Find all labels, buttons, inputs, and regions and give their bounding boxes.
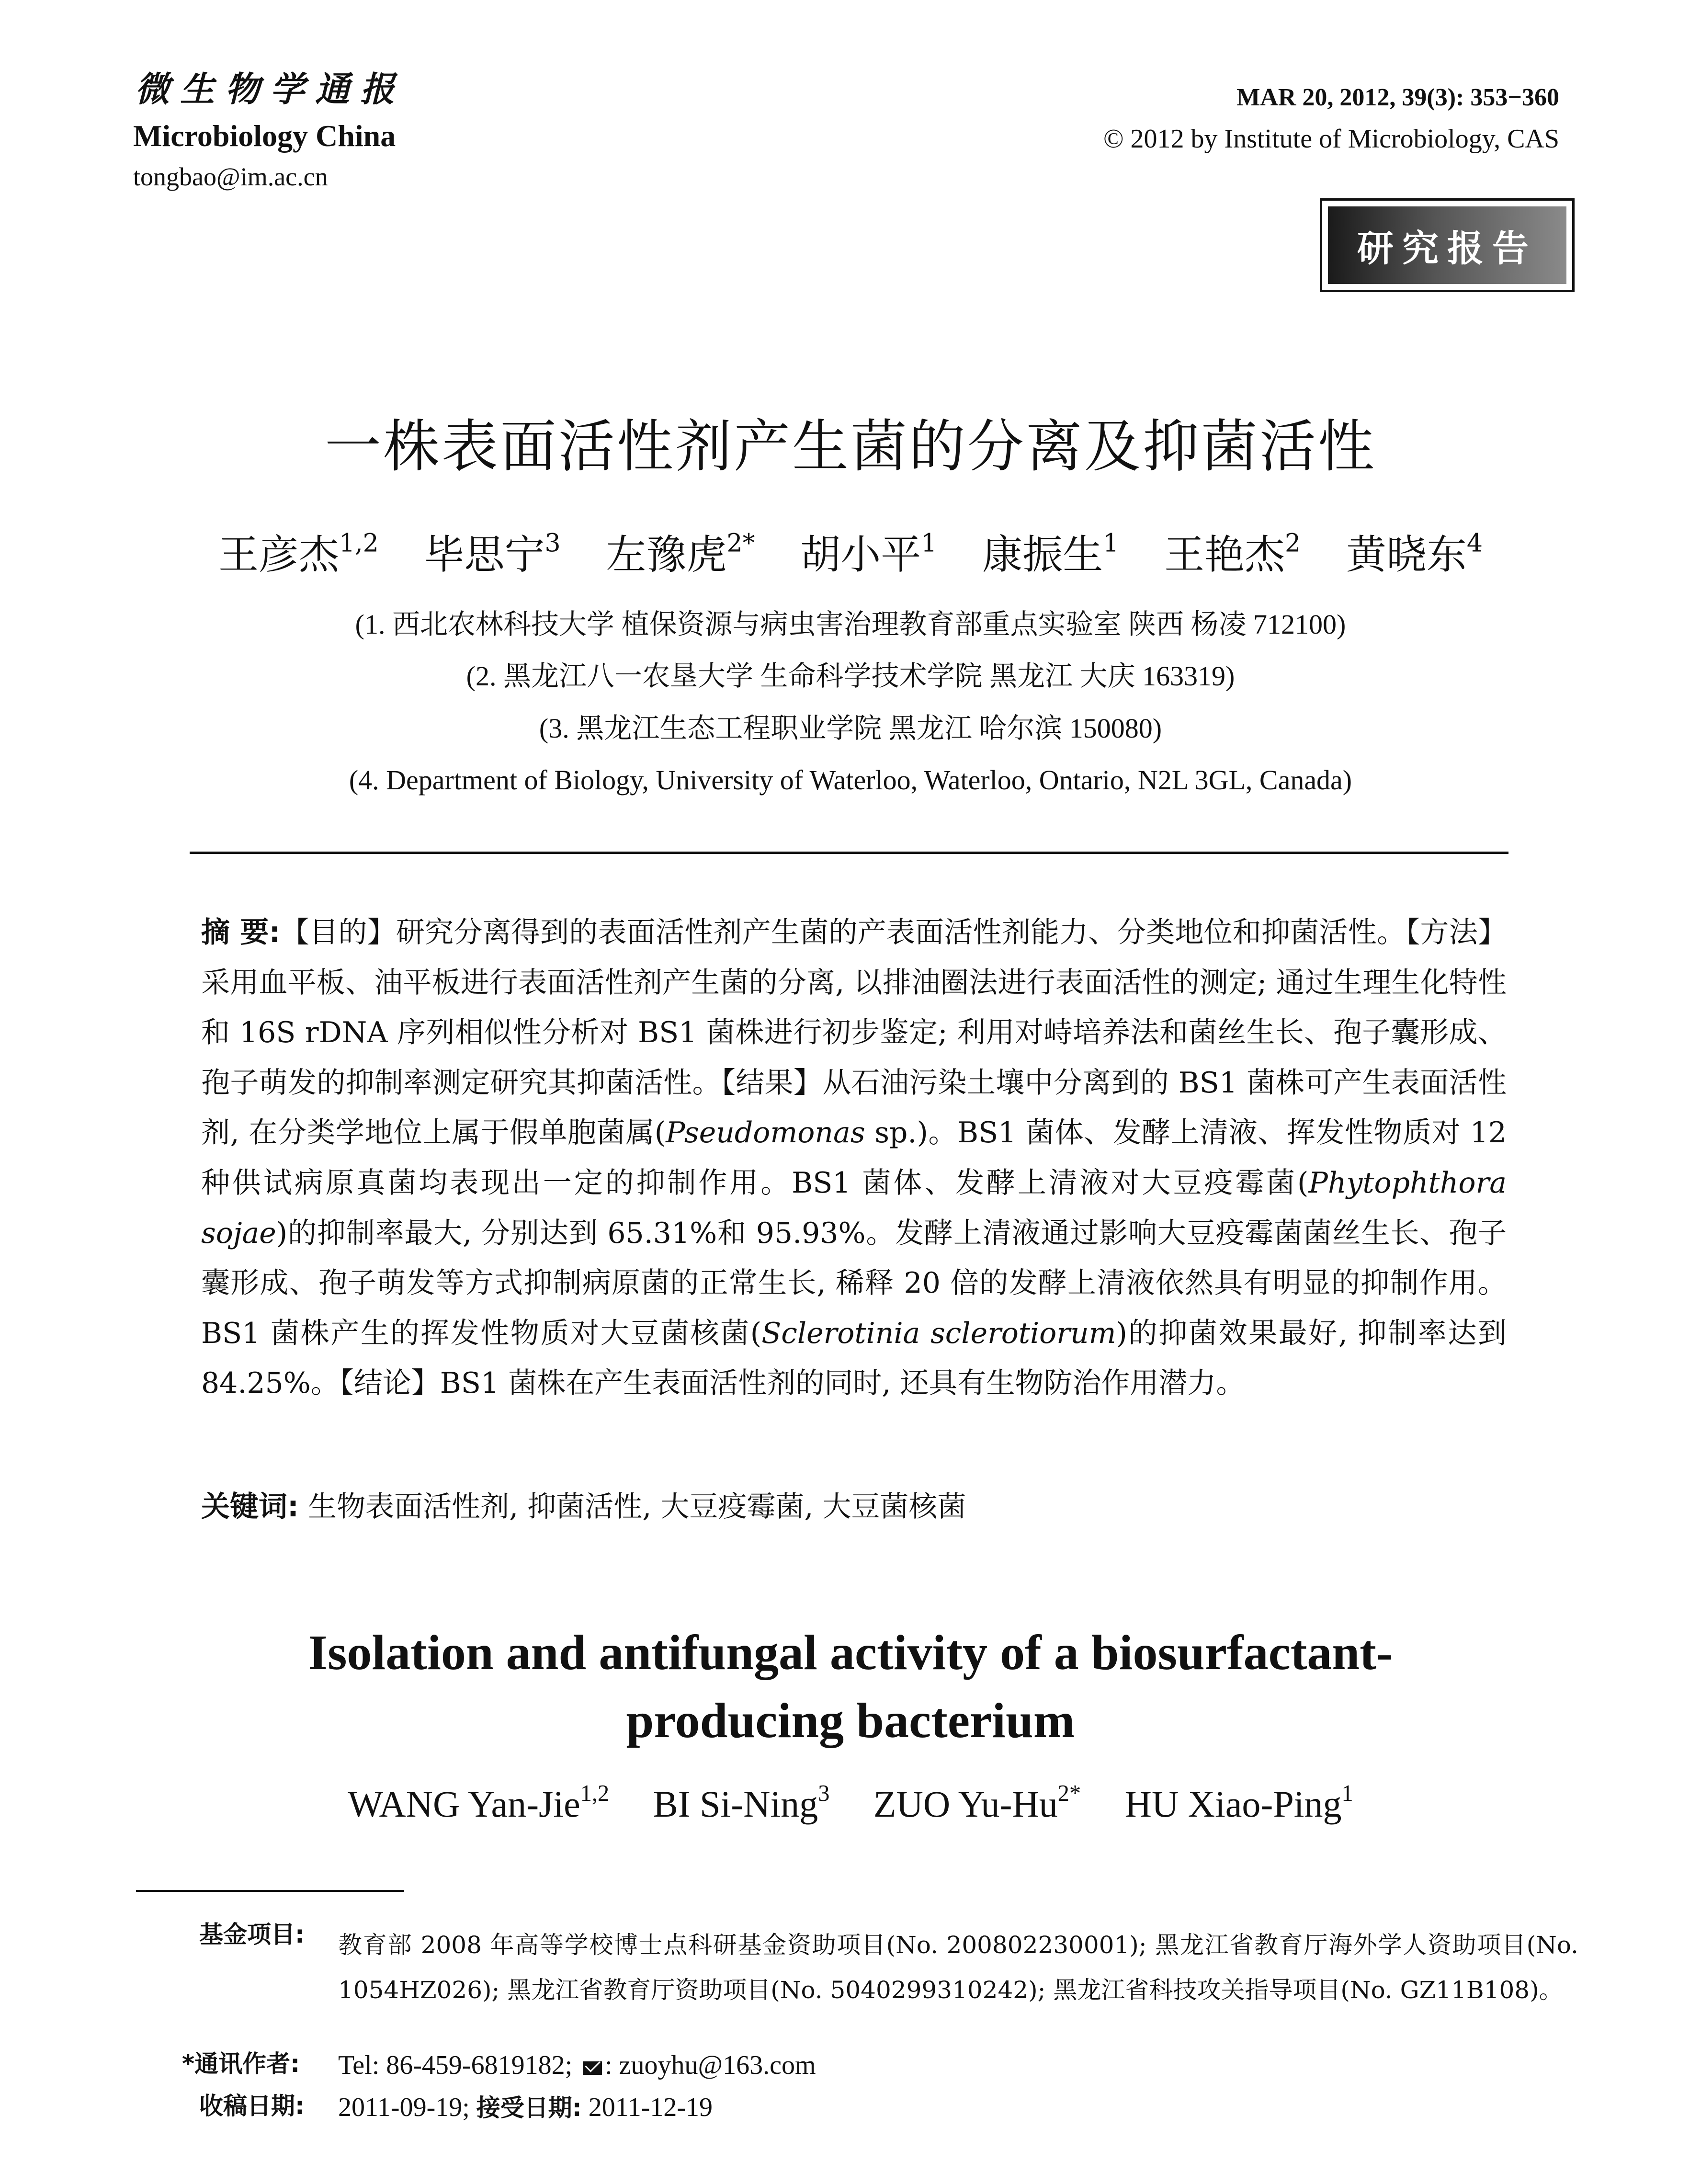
received-date-label (199, 2094, 305, 2118)
author-name: 左豫虎 (606, 531, 727, 578)
author-affiliation-mark: 2* (726, 529, 755, 558)
paper-title-cn: 一株表面活性剂产生菌的分离及抑菌活性 (324, 413, 1376, 479)
affiliation-2: (2. 黑龙江八一农垦大学 生命科学技术学院 黑龙江 大庆 163319) (466, 660, 1235, 692)
author-name: HU Xiao-Ping (1124, 1783, 1342, 1825)
abstract-text-2: sp.)。BS1 菌体、发酵上清液、挥发性物质对 12 种供试病原真菌均表现出一定的抑制作用。BS1 菌体、发酵上清液对大豆疫霉菌( (201, 1116, 1507, 1200)
author-name: 黄晓东 (1346, 531, 1467, 578)
author-affiliation-mark: 3 (544, 529, 561, 558)
abstract-label: 摘 要: (201, 916, 281, 949)
author-list-en (0, 1781, 1701, 1825)
funding-text: 教育部 2008 年高等学校博士点科研基金资助项目(No. 200802230001); 黑龙江省教育厅海外学人资助项目(No. 1054HZ026); 黑龙江省教育厅资助项目(No. 5040299310242); 黑龙江省科技攻关指导项目(No. GZ11B108)。 (338, 1931, 1578, 2004)
abstract-text-3: )的抑制率最大, 分别达到 65.31%和 95.93%。发酵上清液通过影响大豆疫霉菌菌丝生长、孢子囊形成、孢子萌发等方式抑制病原菌的正常生长, 稀释 20 倍的发酵上清液依然具有明显的抑制作用。BS1 菌株产生的挥发性物质对大豆菌核菌( (201, 1216, 1507, 1350)
footnote-divider (136, 1890, 404, 1892)
received-date: 2011-09-19; (338, 2093, 470, 2122)
journal-name-cn: 微生物学通报 (135, 68, 406, 109)
author-en (1125, 1783, 1353, 1825)
received-date-label-text: 收稿日期: (199, 2092, 305, 2120)
abstract-species-2: Sclerotinia sclerotiorum (761, 1316, 1116, 1350)
author-affiliation-mark: 1 (1341, 1781, 1353, 1807)
corresponding-author-label-text: *通讯作者: (182, 2050, 300, 2078)
author-en (873, 1783, 1081, 1825)
author-cn (218, 531, 379, 578)
abstract-species-1: Phytophthora sojae (201, 1166, 1507, 1250)
affiliation-1: (1. 西北农林科技大学 植保资源与病虫害治理教育部重点实验室 陕西 杨凌 712100) (355, 609, 1346, 640)
keywords-text: 生物表面活性剂, 抑菌活性, 大豆疫霉菌, 大豆菌核菌 (308, 1490, 966, 1524)
author-name: 康振生 (982, 531, 1103, 578)
author-affiliation-mark: 2 (1285, 529, 1301, 558)
abstract-genus: Pseudomonas (666, 1116, 865, 1150)
author-cn (424, 531, 561, 578)
journal-name-en: Microbiology China (133, 119, 396, 153)
copyright-line: © 2012 by Institute of Microbiology, CAS (1103, 124, 1559, 154)
journal-email: tongbao@im.ac.cn (133, 162, 328, 191)
author-name: WANG Yan-Jie (348, 1783, 580, 1825)
author-affiliation-mark: 1 (1103, 529, 1119, 558)
author-affiliation-mark: 3 (818, 1781, 830, 1807)
affiliation-4: (4. Department of Biology, University of Waterloo, Waterloo, Ontario, N2L 3GL, Canada) (349, 764, 1352, 796)
corresponding-tel: Tel: 86-459-6819182; (338, 2050, 573, 2080)
author-cn (982, 531, 1119, 578)
funding-label (199, 1922, 305, 1946)
corresponding-author-label (182, 2052, 300, 2076)
funding-label-text: 基金项目: (199, 1921, 305, 1948)
author-affiliation-mark: 1 (921, 529, 937, 558)
author-name: 毕思宁 (424, 531, 545, 578)
author-en (348, 1783, 609, 1825)
author-name: BI Si-Ning (653, 1783, 818, 1825)
abstract-text-4: )的抑菌效果最好, 抑制率达到 84.25%。【结论】BS1 菌株在产生表面活性剂的同时, 还具有生物防治作用潜力。 (201, 1316, 1507, 1400)
corresponding-author-contact (338, 2052, 816, 2079)
author-affiliation-mark: 4 (1466, 529, 1483, 558)
affiliation-3: (3. 黑龙江生态工程职业学院 黑龙江 哈尔滨 150080) (539, 713, 1162, 744)
author-affiliation-mark: 2* (1057, 1781, 1081, 1807)
envelope-icon (583, 2061, 602, 2075)
author-en (653, 1783, 830, 1825)
dates (338, 2094, 713, 2121)
author-affiliation-mark: 1,2 (580, 1781, 610, 1807)
paper-title-en-line-1: Isolation and antifungal activity of a biosurfactant- (308, 1625, 1393, 1680)
author-affiliation-mark: 1,2 (339, 529, 379, 558)
author-cn (606, 531, 755, 578)
accepted-date-label: 接受日期: (476, 2094, 582, 2122)
section-badge (1320, 198, 1575, 292)
title-divider (190, 852, 1508, 854)
author-cn (800, 531, 937, 578)
accepted-date: 2011-12-19 (588, 2093, 713, 2122)
author-name: ZUO Yu-Hu (873, 1783, 1058, 1825)
issue-info: MAR 20, 2012, 39(3): 353−360 (1236, 84, 1559, 111)
section-badge-label: 研究报告 (1328, 206, 1566, 284)
author-name: 王艳杰 (1164, 531, 1285, 578)
keywords (201, 1490, 1507, 1524)
abstract-text-1: 【目的】研究分离得到的表面活性剂产生菌的产表面活性剂能力、分类地位和抑菌活性。【方法】采用血平板、油平板进行表面活性剂产生菌的分离, 以排油圈法进行表面活性的测定; 通过生理生化特性和 16S rDNA 序列相似性分析对 BS1 菌株进行初步鉴定; 利用对峙培养法和菌丝生长、孢子囊形成、孢子萌发的抑制率测定研究其抑菌活性。【结果】从石油污染土壤中分离到的 BS1 菌株可产生表面活性剂, 在分类学地位上属于假单胞菌属( (201, 916, 1507, 1150)
author-name: 王彦杰 (218, 531, 339, 578)
author-cn (1164, 531, 1301, 578)
author-name: 胡小平 (800, 531, 921, 578)
paper-title-en (0, 1619, 1701, 1755)
paper-title-en-line-2: producing bacterium (626, 1693, 1075, 1748)
abstract (201, 908, 1507, 1409)
keywords-label: 关键词: (201, 1490, 299, 1524)
author-list-cn (0, 529, 1701, 578)
corresponding-email: : zuoyhu@163.com (605, 2050, 816, 2080)
author-cn (1346, 531, 1483, 578)
